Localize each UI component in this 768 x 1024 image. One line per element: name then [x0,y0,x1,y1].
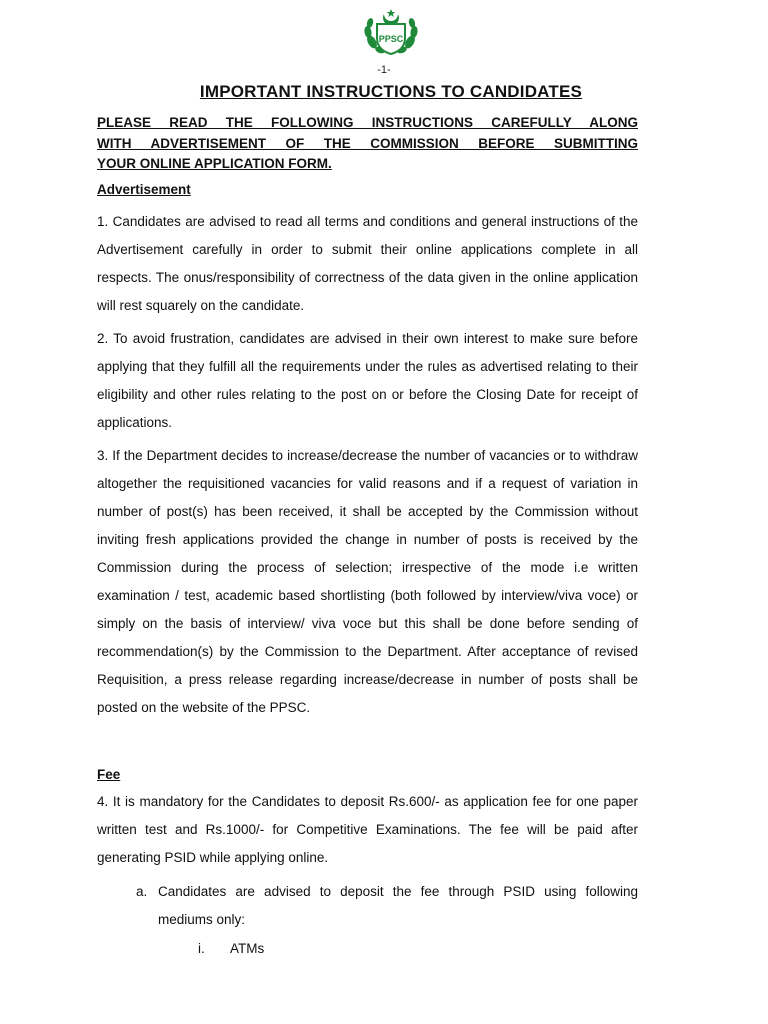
page-title: IMPORTANT INSTRUCTIONS TO CANDIDATES [199,82,583,101]
notice-block [97,113,638,175]
list-marker-i: i. [198,941,205,956]
page-number: -1- [377,64,391,76]
notice-line-3: YOUR ONLINE APPLICATION FORM. [97,156,332,171]
notice-line-1: PLEASE READ THE FOLLOWING INSTRUCTIONS CAREFULLY ALONG [97,115,638,130]
logo-text: PPSC [378,34,404,44]
ppsc-logo [358,8,424,58]
list-item-i-text: ATMs [230,941,265,956]
list-marker-a: a. [136,884,148,899]
list-item-a-text: Candidates are advised to deposit the fee through PSID using following mediums only: [158,884,638,927]
list-item-i [198,941,264,956]
paragraph-2: 2. To avoid frustration, candidates are advised in their own interest to make sure before applying that they fulfill all the requirements under the rules as advertised relating to their eligibility and other rules relating to the post on or before the Closing Date for receipt of applications. [97,331,638,430]
paragraph-1: 1. Candidates are advised to read all terms and conditions and general instructions of the Advertisement carefully in order to submit their online applications complete in all respects. The onus/responsibility of correctness of the data given in the online application will rest squarely on the candidate. [97,214,638,313]
notice-line-2: WITH ADVERTISEMENT OF THE COMMISSION BEFORE SUBMITTING [97,135,638,151]
paragraph-3: 3. If the Department decides to increase/decrease the number of vacancies or to withdraw altogether the requisitioned vacancies for valid reasons and if a request of variation in number of post(s) has been received, it shall be accepted by the Commission without inviting fresh applications provided the change in number of posts is received by the Commission during the process of selection; irrespective of the mode i.e written examination / test, academic based shortlisting (both followed by interview/viva voce) or simply on the basis of interview/ viva voce but this shall be done before sending of recommendation(s) by the Commission to the Department. After acceptance of revised Requisition, a press release regarding increase/decrease in number of posts shall be posted on the website of the PPSC. [97,448,638,715]
fee-heading: Fee [97,767,121,782]
list-item-a [136,878,638,934]
advertisement-heading: Advertisement [97,182,191,197]
paragraph-4: 4. It is mandatory for the Candidates to deposit Rs.600/- as application fee for one paper written test and Rs.1000/- for Competitive Examinations. The fee will be paid after generating PSID while applying online. [97,794,638,865]
